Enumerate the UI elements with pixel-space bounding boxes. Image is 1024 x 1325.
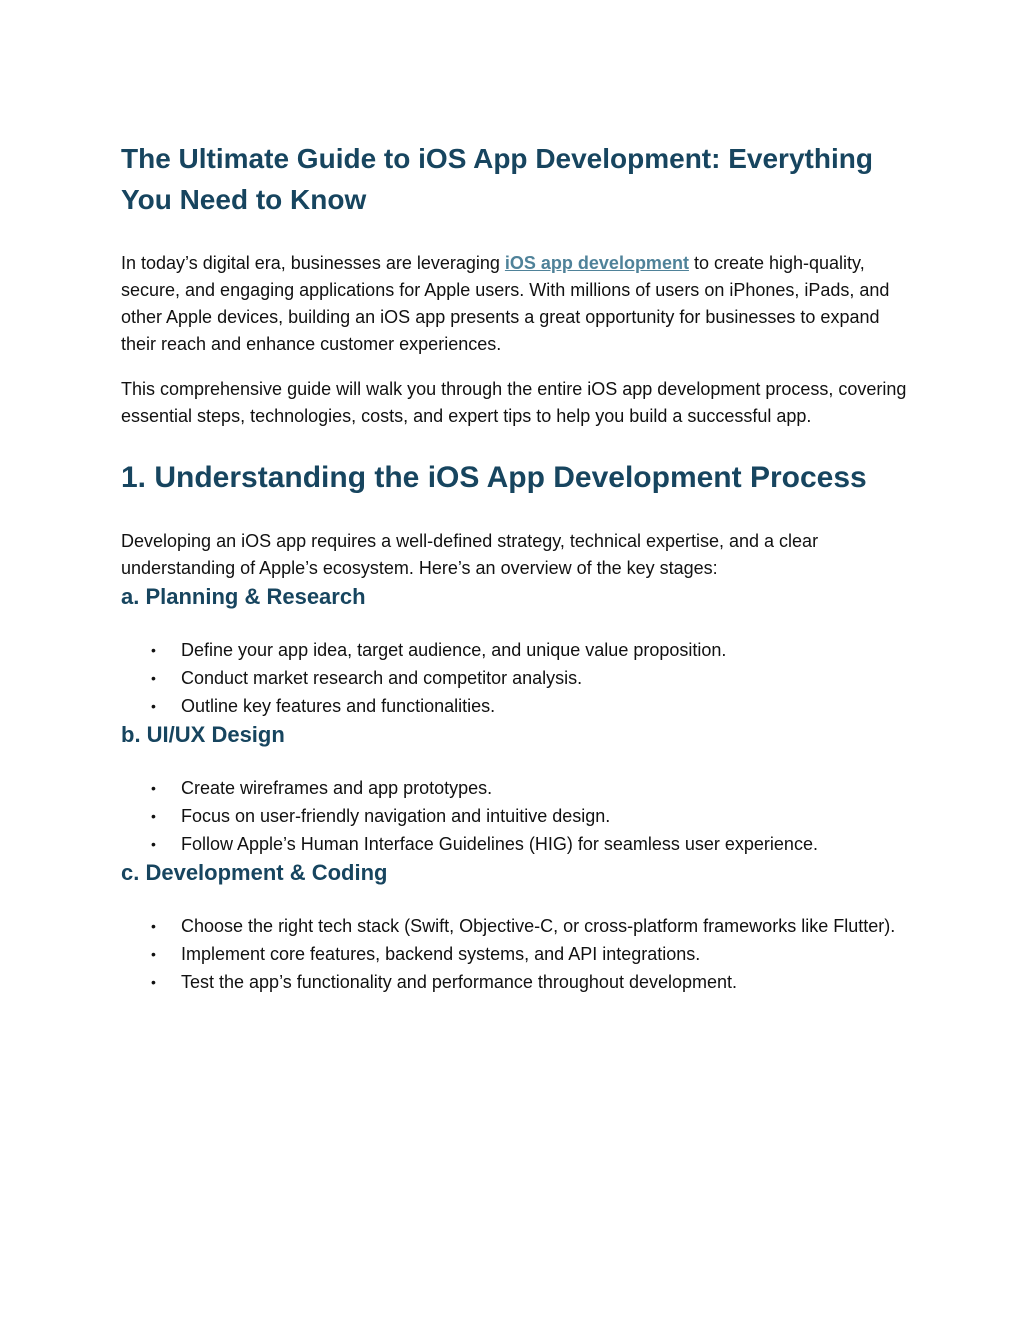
bullet-icon: • bbox=[151, 808, 156, 824]
bullet-icon: • bbox=[151, 780, 156, 796]
bullet-list-planning bbox=[121, 636, 911, 720]
bullet-icon: • bbox=[151, 642, 156, 658]
list-item: • Implement core features, backend systems, and API integrations. bbox=[121, 940, 911, 968]
bullet-list-uiux bbox=[121, 774, 911, 858]
intro-text-after-link: to create high-quality, secure, and engaging applications for Apple users. With millions of users on iPhones, iPads, and other Apple devices, building an iOS app presents a great opportunity for businesses to expand their reach and enhance customer experiences. bbox=[121, 253, 890, 354]
subsection-heading-planning: a. Planning & Research bbox=[121, 584, 366, 609]
bullet-icon: • bbox=[151, 698, 156, 714]
intro-paragraph-2: This comprehensive guide will walk you through the entire iOS app development process, covering essential steps, technologies, costs, and expert tips to help you build a successful app. bbox=[121, 379, 907, 426]
list-item: • Conduct market research and competitor analysis. bbox=[121, 664, 911, 692]
bullet-icon: • bbox=[151, 918, 156, 934]
bullet-icon: • bbox=[151, 974, 156, 990]
intro-text-before-link: In today’s digital era, businesses are leveraging bbox=[121, 253, 505, 273]
bullet-list-development bbox=[121, 912, 911, 996]
list-item: • Follow Apple’s Human Interface Guidelines (HIG) for seamless user experience. bbox=[121, 830, 911, 858]
list-item: • Define your app idea, target audience, and unique value proposition. bbox=[121, 636, 911, 664]
bullet-icon: • bbox=[151, 946, 156, 962]
bullet-icon: • bbox=[151, 836, 156, 852]
section-heading: 1. Understanding the iOS App Development Process bbox=[121, 461, 867, 494]
list-item: • Create wireframes and app prototypes. bbox=[121, 774, 911, 802]
list-item: • Choose the right tech stack (Swift, Objective-C, or cross-platform frameworks like Flutter). bbox=[121, 912, 911, 940]
list-item: • Test the app’s functionality and performance throughout development. bbox=[121, 968, 911, 996]
intro-paragraph bbox=[121, 250, 911, 358]
document-page bbox=[121, 138, 911, 996]
subsection-heading-development: c. Development & Coding bbox=[121, 860, 388, 885]
ios-app-development-link[interactable]: iOS app development bbox=[504, 253, 689, 273]
subsection-heading-uiux: b. UI/UX Design bbox=[121, 722, 285, 747]
section-intro-paragraph: Developing an iOS app requires a well-defined strategy, technical expertise, and a clear understanding of Apple’s ecosystem. Here’s an overview of the key stages: bbox=[121, 531, 819, 578]
document-title: The Ultimate Guide to iOS App Development: Everything You Need to Know bbox=[121, 143, 873, 215]
list-item: • Focus on user-friendly navigation and intuitive design. bbox=[121, 802, 911, 830]
list-item: • Outline key features and functionalities. bbox=[121, 692, 911, 720]
bullet-icon: • bbox=[151, 670, 156, 686]
